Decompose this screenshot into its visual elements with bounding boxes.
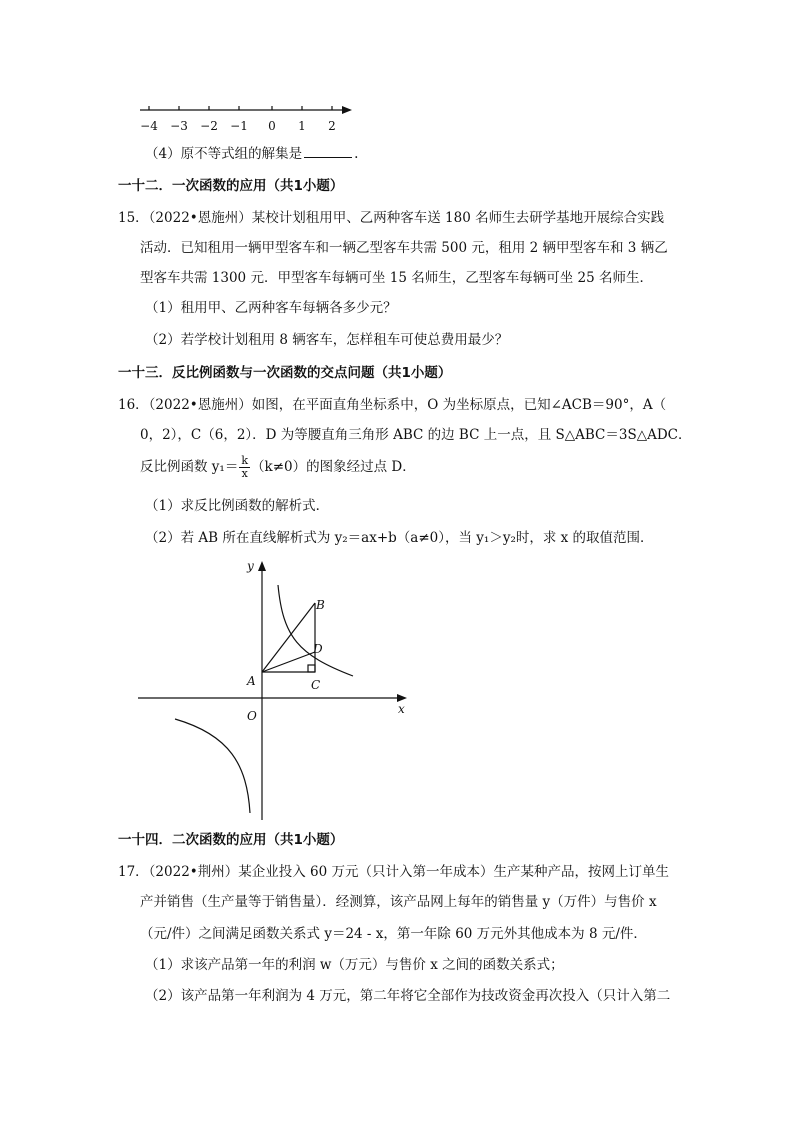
answer-blank[interactable] xyxy=(304,143,352,158)
sub-question: （2）若 AB 所在直线解析式为 y₂＝ax+b（a≠0），当 y₁＞y₂时，求 x 的取值范围． xyxy=(145,530,654,546)
point-A-label: A xyxy=(247,674,256,688)
point-C-label: C xyxy=(311,678,321,692)
tick-label: −4 xyxy=(140,119,158,133)
section-heading: 一十三．反比例函数与一次函数的交点问题（共1小题） xyxy=(118,365,452,381)
x-axis-label: x xyxy=(398,702,405,716)
question-text: （元/件）之间满足函数关系式 y＝24 - x，第一年除 60 万元外其他成本为 8 元/件． xyxy=(140,926,647,942)
number-line xyxy=(130,98,370,138)
tick-label: 2 xyxy=(328,119,336,133)
tick-label: 1 xyxy=(298,119,306,133)
sub-question: （2）若学校计划租用 8 辆客车，怎样租车可使总费用最少？ xyxy=(145,332,509,348)
question-text: 16．（2022•恩施州）如图，在平面直角坐标系中，O 为坐标原点，已知∠ACB＝90°，A（ xyxy=(118,397,667,413)
point-D-label: D xyxy=(313,642,323,656)
question-text: 产并销售（生产量等于销售量）．经测算，该产品网上每年的销售量 y（万件）与售价 x xyxy=(140,894,657,910)
sub-question: （1）求该产品第一年的利润 w（万元）与售价 x 之间的函数关系式； xyxy=(145,957,564,973)
tick-label: −3 xyxy=(170,119,188,133)
question-text: 0，2），C（6，2）．D 为等腰直角三角形 ABC 的边 BC 上一点，且 S△ABC＝3S△ADC． xyxy=(140,427,692,443)
question-text: 17．（2022•荆州）某企业投入 60 万元（只计入第一年成本）生产某种产品，按网上订单生 xyxy=(118,864,670,880)
question-text: 型客车共需 1300 元．甲型客车每辆可坐 15 名师生，乙型客车每辆可坐 25 名师生． xyxy=(140,270,653,286)
sub-question: （2）该产品第一年利润为 4 万元，第二年将它全部作为技改资金再次投入（只计入第二 xyxy=(145,988,671,1004)
question-text: 反比例函数 y₁＝ $\frac{k}{x}$ （k≠0）的图象经过点 D． xyxy=(140,454,416,480)
sub-question: （1）求反比例函数的解析式． xyxy=(145,498,330,514)
question-text: 15．（2022•恩施州）某校计划租用甲、乙两种客车送 180 名师生去研学基地开展综合实践 xyxy=(118,210,665,226)
y-axis-label: y xyxy=(247,559,254,573)
tick-label: −2 xyxy=(200,119,218,133)
q14-sub4: （4）原不等式组的解集是 . xyxy=(145,143,358,164)
section-heading: 一十二．一次函数的应用（共1小题） xyxy=(118,178,344,194)
tick-label: −1 xyxy=(230,119,248,133)
coordinate-figure xyxy=(130,555,420,825)
question-text: 活动．已知租用一辆甲型客车和一辆乙型客车共需 500 元，租用 2 辆甲型客车和 3 辆乙 xyxy=(140,240,668,256)
tick-label: 0 xyxy=(268,119,276,133)
fraction-k-over-x: $\frac{k}{x}$ xyxy=(241,454,249,480)
point-B-label: B xyxy=(316,598,325,612)
origin-label: O xyxy=(247,709,257,723)
sub-question: （1）租用甲、乙两种客车每辆各多少元？ xyxy=(145,300,397,316)
section-heading: 一十四．二次函数的应用（共1小题） xyxy=(118,832,344,848)
